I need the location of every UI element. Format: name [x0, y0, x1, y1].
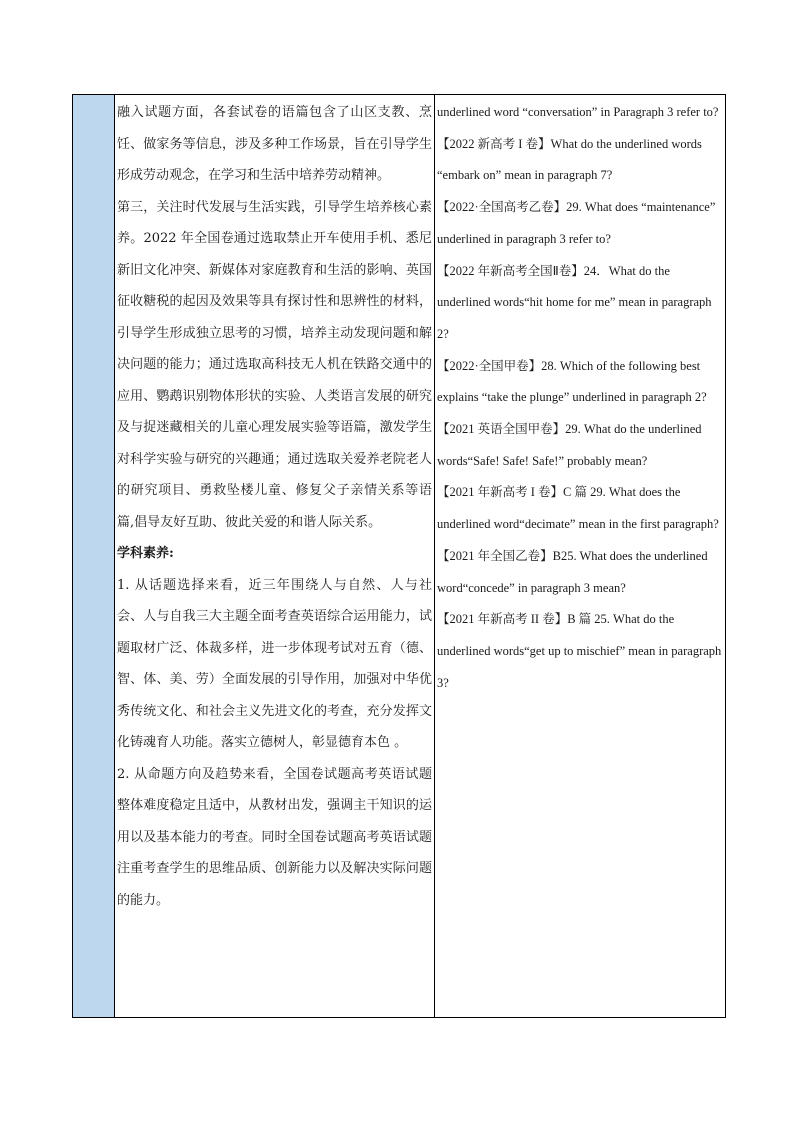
- question-item: 【2021 年新高考 II 卷】B 篇 25. What do the underlined words“get up to mischief” mean in paragraph 3?: [437, 612, 722, 690]
- question-item: 【2022 年新高考全国Ⅱ卷】24．What do the underlined words“hit home for me” mean in paragraph 2?: [437, 263, 712, 341]
- questions-column: [435, 95, 726, 1018]
- section-heading: 学科素养:: [117, 546, 174, 561]
- question-item: 【2022·全国甲卷】28. Which of the following best explains “take the plunge” underlined in paragraph 2?: [437, 358, 707, 405]
- analysis-paragraph: 第三，关注时代发展与生活实践，引导学生培养核心素养。2022 年全国卷通过选取禁止开车使用手机、悉尼新旧文化冲突、新媒体对家庭教育和生活的影响、英国征收糖税的起因及效果等具有探讨性和思辨性的材料，引导学生形成独立思考的习惯，培养主动发现问题和解决问题的能力；通过选取高科技无人机在铁路交通中的应用、鹦鹉识别物体形状的实验、人类语言发展的研究及与捉迷藏相关的儿童心理发展实验等语篇，激发学生对科学实验与研究的兴趣通；通过选取关爱养老院老人的研究项目、勇救坠楼儿童、修复父子亲情关系等语篇,倡导友好互助、彼此关爱的和谐人际关系。: [117, 199, 432, 530]
- question-item: 【2021 年新高考 I 卷】C 篇 29. What does the underlined word“decimate” mean in the first paragraph?: [437, 485, 719, 532]
- question-item: 【2021 英语全国甲卷】29. What do the underlined words“Safe! Safe! Safe!” probably mean?: [437, 422, 702, 468]
- analysis-column: [115, 95, 435, 1018]
- analysis-paragraph: 2. 从命题方向及趋势来看，全国卷试题高考英语试题整体难度稳定且适中，从教材出发，强调主干知识的运用以及基本能力的考查。同时全国卷试题高考英语试题注重考查学生的思维品质、创新能力以及解决实际问题的能力。: [117, 766, 432, 908]
- content-table: [72, 94, 726, 1018]
- side-color-column: [73, 95, 115, 1018]
- question-item: underlined word “conversation” in Paragraph 3 refer to?: [437, 105, 719, 119]
- question-item: 【2022·全国高考乙卷】29. What does “maintenance” underlined in paragraph 3 refer to?: [437, 200, 716, 246]
- table-row: [73, 95, 726, 1018]
- question-item: 【2021 年全国乙卷】B25. What does the underlined word“concede” in paragraph 3 mean?: [437, 548, 708, 595]
- analysis-paragraph: 1. 从话题选择来看，近三年围绕人与自然、人与社会、人与自我三大主题全面考查英语综合运用能力，试题取材广泛、体裁多样，进一步体现考试对五育（德、智、体、美、劳）全面发展的引导作用，加强对中华优秀传统文化、和社会主义先进文化的考查，充分发挥文化铸魂育人功能。落实立德树人，彰显德育本色 。: [117, 577, 432, 750]
- question-item: 【2022 新高考 I 卷】What do the underlined words “embark on” mean in paragraph 7?: [437, 136, 702, 183]
- analysis-paragraph: 融入试题方面，各套试卷的语篇包含了山区支教、烹饪、做家务等信息，涉及多种工作场景，旨在引导学生形成劳动观念，在学习和生活中培养劳动精神。: [117, 105, 432, 183]
